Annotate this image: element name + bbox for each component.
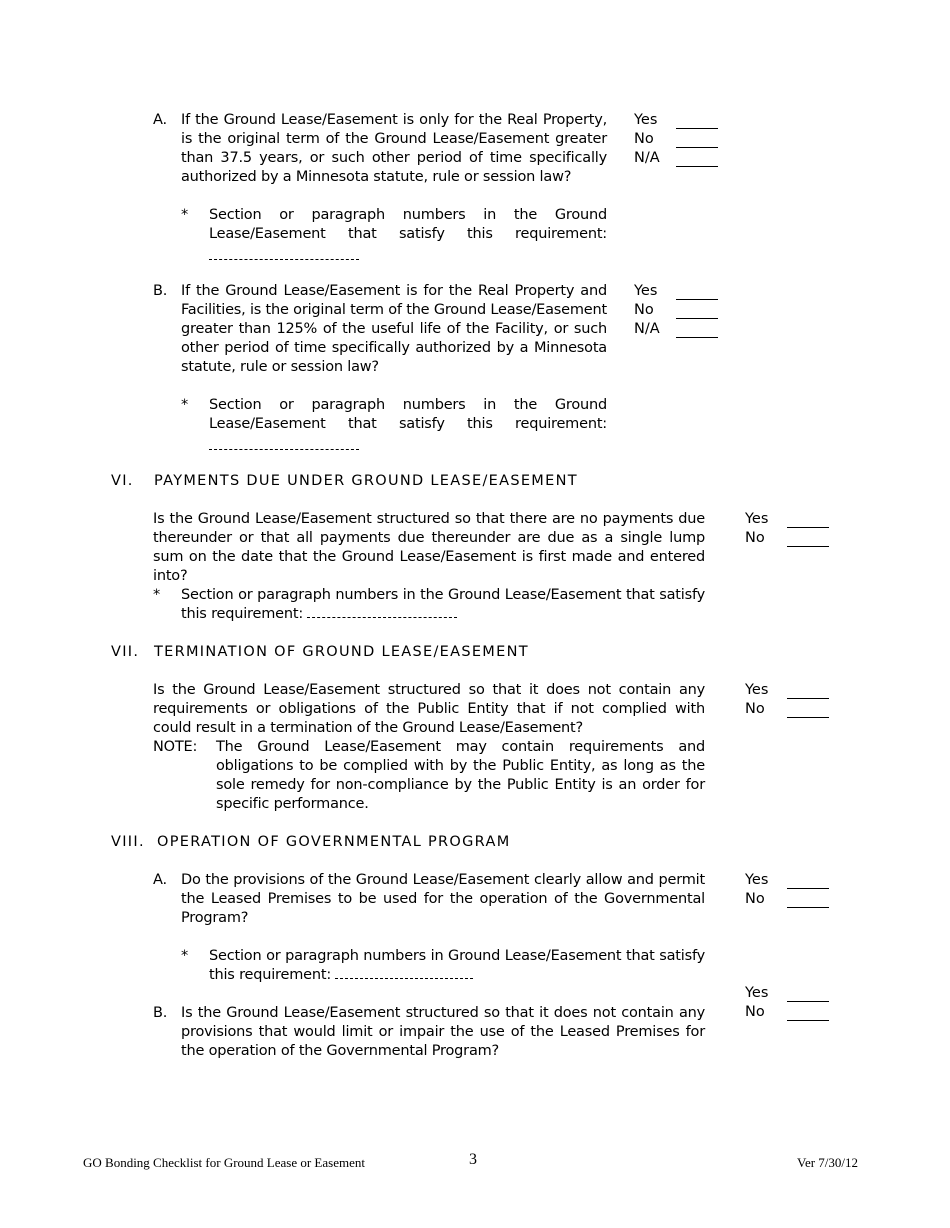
section-question: Is the Ground Lease/Easement structured so that it does not contain any requirements or obligations of the Public Entity that if not complied with could result in a termination of the Ground Lease/Easement?	[153, 682, 705, 736]
section-numbers-blank[interactable]	[307, 605, 457, 618]
no-answer-line[interactable]	[787, 717, 829, 718]
answer-label-yes: Yes	[745, 682, 769, 698]
section-numbers-blank[interactable]	[335, 966, 473, 979]
yes-answer-line[interactable]	[787, 698, 829, 699]
yes-answer-line[interactable]	[787, 1001, 829, 1002]
answer-label-yes: Yes	[745, 511, 769, 527]
answer-label-na: N/A	[634, 321, 660, 337]
footer-document-title: GO Bonding Checklist for Ground Lease or Easement	[83, 1155, 365, 1170]
sub-requirement-label: Section or paragraph numbers in the Ground Lease/Easement that satisfy this requirement:	[181, 587, 705, 622]
answer-label-no: No	[745, 1004, 765, 1020]
section-number: VIII.	[111, 834, 145, 850]
note-text: The Ground Lease/Easement may contain requirements and obligations to be complied with by the Public Entity, as long as the sole remedy for non-compliance by the Public Entity is an order for specific performance.	[216, 739, 705, 812]
section-number: VI.	[111, 473, 134, 489]
answer-label-no: No	[634, 131, 654, 147]
answer-label-no: No	[634, 302, 654, 318]
sub-requirement-text	[209, 947, 705, 985]
answer-label-yes: Yes	[634, 112, 658, 128]
bullet-asterisk: *	[181, 397, 189, 413]
item-marker: B.	[153, 283, 168, 299]
page-number: 3	[469, 1151, 477, 1168]
yes-answer-line[interactable]	[676, 299, 718, 300]
answer-label-no: No	[745, 530, 765, 546]
yes-answer-line[interactable]	[676, 128, 718, 129]
answer-label-na: N/A	[634, 150, 660, 166]
bullet-asterisk: *	[181, 948, 189, 964]
answer-label-no: No	[745, 701, 765, 717]
item-question: If the Ground Lease/Easement is only for the Real Property, is the original term of the Ground Lease/Easement greater than 37.5 years, or such other period of time specifically authorized by a Minnesota statute, rule or session law?	[181, 112, 607, 185]
na-answer-line[interactable]	[676, 166, 718, 167]
sub-requirement-text	[181, 586, 705, 624]
sub-requirement-label: Section or paragraph numbers in Ground Lease/Easement that satisfy this requirement:	[209, 948, 705, 983]
note-label: NOTE:	[153, 739, 198, 755]
sub-requirement-text: Section or paragraph numbers in the Ground Lease/Easement that satisfy this requirement:	[209, 397, 607, 432]
section-title: PAYMENTS DUE UNDER GROUND LEASE/EASEMENT	[154, 473, 578, 489]
answer-label-no: No	[745, 891, 765, 907]
footer-version: Ver 7/30/12	[797, 1155, 859, 1170]
sub-requirement-text: Section or paragraph numbers in the Ground Lease/Easement that satisfy this requirement:	[209, 207, 607, 242]
item-question: Do the provisions of the Ground Lease/Easement clearly allow and permit the Leased Premises to be used for the operation of the Governmental Program?	[181, 872, 705, 926]
na-answer-line[interactable]	[676, 337, 718, 338]
section-numbers-blank[interactable]	[209, 437, 359, 450]
section-question: Is the Ground Lease/Easement structured so that there are no payments due thereunder or that all payments due thereunder are due as a single lump sum on the date that the Ground Lease/Easement is first made and entered into?	[153, 511, 705, 584]
yes-answer-line[interactable]	[787, 527, 829, 528]
answer-label-yes: Yes	[745, 985, 769, 1001]
section-number: VII.	[111, 644, 140, 660]
answer-label-yes: Yes	[745, 872, 769, 888]
item-marker: A.	[153, 872, 167, 888]
bullet-asterisk: *	[181, 207, 189, 223]
item-question: Is the Ground Lease/Easement structured so that it does not contain any provisions that would limit or impair the use of the Leased Premises for the operation of the Governmental Program?	[181, 1005, 705, 1059]
section-title: OPERATION OF GOVERNMENTAL PROGRAM	[157, 834, 511, 850]
item-question: If the Ground Lease/Easement is for the Real Property and Facilities, is the original term of the Ground Lease/Easement greater than 125% of the useful life of the Facility, or such other period of time specifically authorized by a Minnesota statute, rule or session law?	[181, 283, 607, 375]
section-numbers-blank[interactable]	[209, 247, 359, 260]
bullet-asterisk: *	[153, 587, 161, 603]
no-answer-line[interactable]	[676, 318, 718, 319]
answer-label-yes: Yes	[634, 283, 658, 299]
no-answer-line[interactable]	[787, 907, 829, 908]
no-answer-line[interactable]	[787, 1020, 829, 1021]
section-title: TERMINATION OF GROUND LEASE/EASEMENT	[154, 644, 529, 660]
no-answer-line[interactable]	[676, 147, 718, 148]
item-marker: B.	[153, 1005, 168, 1021]
no-answer-line[interactable]	[787, 546, 829, 547]
yes-answer-line[interactable]	[787, 888, 829, 889]
item-marker: A.	[153, 112, 167, 128]
